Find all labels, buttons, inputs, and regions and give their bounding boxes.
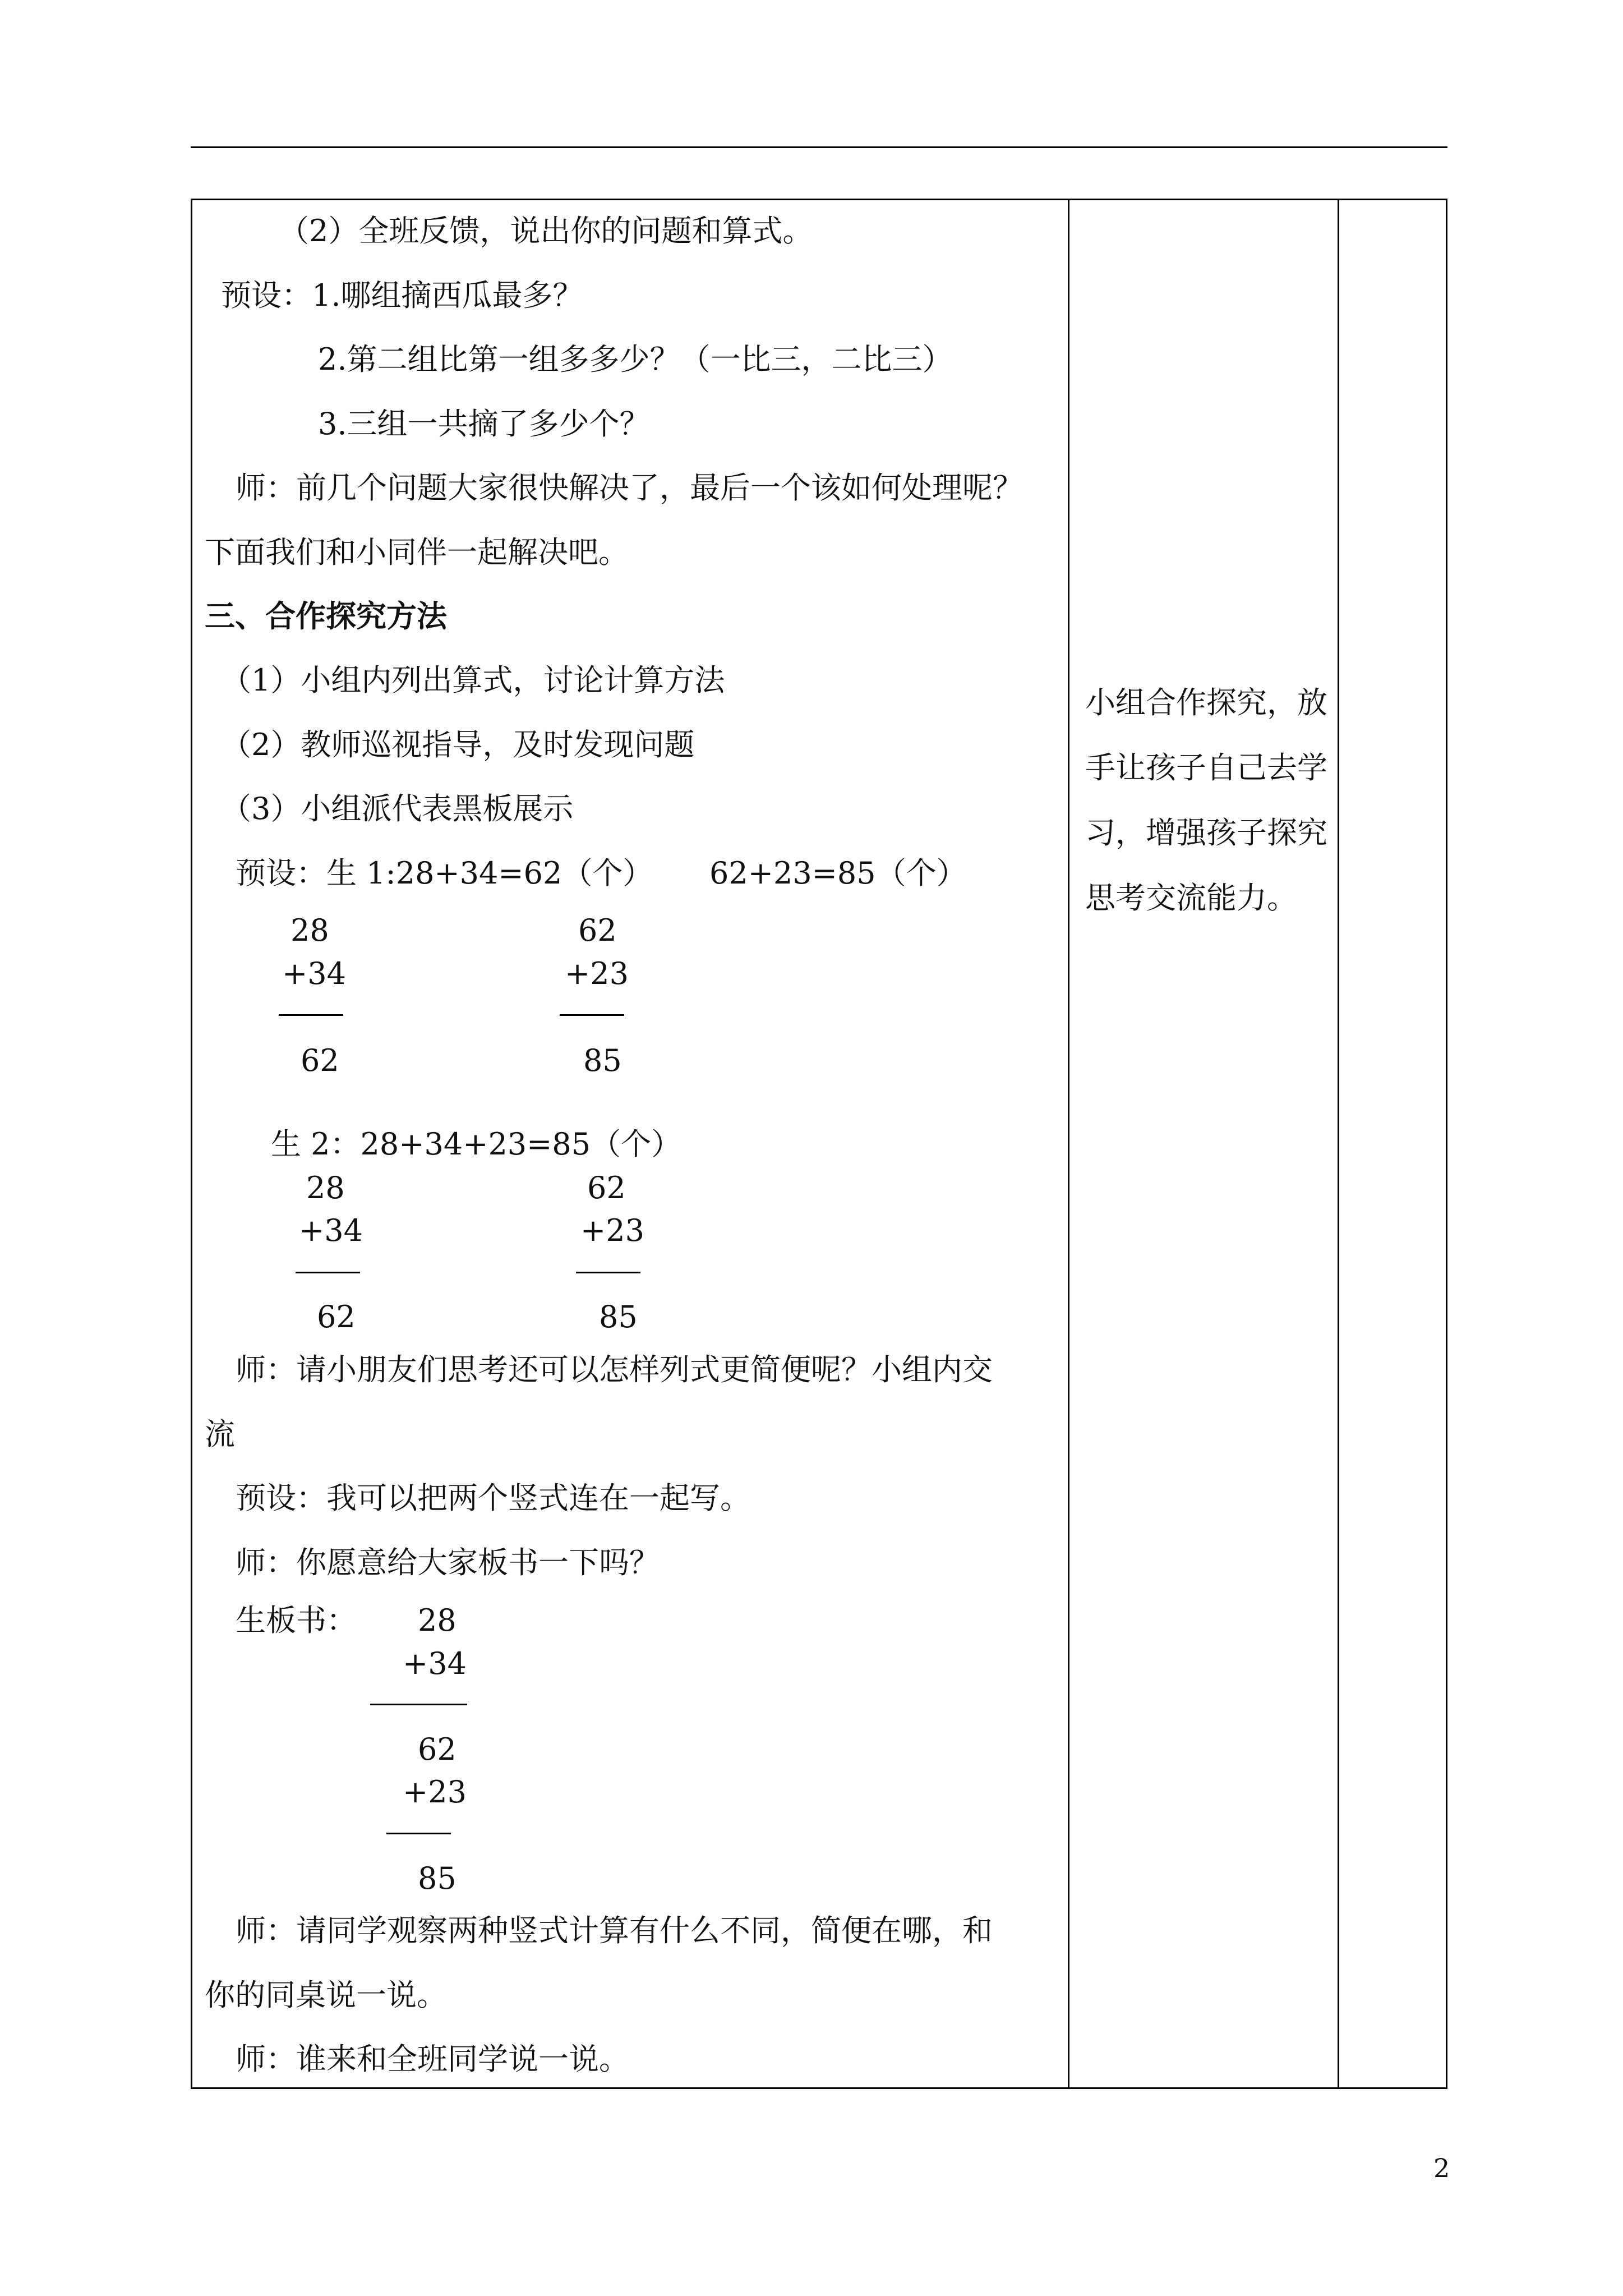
teacher-prompt: 师：前几个问题大家很快解决了，最后一个该如何处理呢？ xyxy=(236,470,1023,505)
student-2-equation: 生 2：28+34+23=85（个） xyxy=(271,1126,682,1162)
teacher-request: 师：你愿意给大家板书一下吗？ xyxy=(236,1545,660,1580)
calc-a-addend: +34 xyxy=(282,956,346,991)
column-divider-remarks xyxy=(1338,199,1339,2089)
preset-question-3: 3.三组一共摘了多少个？ xyxy=(318,406,650,441)
teacher-share: 师：谁来和全班同学说一说。 xyxy=(236,2041,629,2077)
preset-question-1: 预设：1.哪组摘西瓜最多？ xyxy=(221,278,583,313)
calc-e-addend: +34 xyxy=(403,1646,467,1681)
calc-e-rule-1 xyxy=(370,1704,467,1705)
calc-b-top: 62 xyxy=(578,913,617,948)
calc-a-sum: 62 xyxy=(301,1043,339,1078)
calc-d-rule xyxy=(576,1272,640,1273)
calc-a-rule xyxy=(279,1014,343,1016)
calc-b-addend: +23 xyxy=(565,956,629,991)
calc-b-rule xyxy=(560,1014,624,1016)
teacher-prompt-cont: 下面我们和小同伴一起解决吧。 xyxy=(205,535,629,570)
calc-c-top: 28 xyxy=(306,1170,345,1205)
calc-c-sum: 62 xyxy=(317,1299,356,1335)
calc-a-top: 28 xyxy=(291,913,329,948)
teacher-question: 师：请小朋友们思考还可以怎样列式更简便呢？小组内交 xyxy=(236,1352,993,1387)
calc-d-sum: 85 xyxy=(599,1299,638,1335)
design-intent-note: 小组合作探究，放手让孩子自己去学习，增强孩子探究思考交流能力。 xyxy=(1085,685,1327,915)
calc-e-top: 28 xyxy=(418,1603,457,1638)
calc-b-sum: 85 xyxy=(583,1043,622,1078)
student-1-equation: 预设：生 1:28+34=62（个） xyxy=(236,855,653,891)
page-number: 2 xyxy=(1433,2153,1450,2183)
student-1-equation-2: 62+23=85（个） xyxy=(709,855,967,891)
calc-e-mid: 62 xyxy=(418,1732,457,1767)
board-writing-label: 生板书： xyxy=(236,1603,357,1638)
calc-d-top: 62 xyxy=(587,1170,626,1205)
column-divider-notes xyxy=(1068,199,1069,2089)
calc-d-addend: +23 xyxy=(580,1213,644,1248)
preset-question-2: 2.第二组比第一组多多少？（一比三，二比三） xyxy=(318,342,953,377)
header-rule xyxy=(191,146,1447,148)
preset-answer: 预设：我可以把两个竖式连在一起写。 xyxy=(236,1480,750,1516)
calc-c-addend: +34 xyxy=(299,1213,363,1248)
teacher-observe: 师：请同学观察两种竖式计算有什么不同，简便在哪，和 xyxy=(236,1913,993,1948)
calc-e-addend-2: +23 xyxy=(403,1774,467,1810)
calc-e-rule-2 xyxy=(386,1833,451,1834)
step-3: （3）小组派代表黑板展示 xyxy=(221,791,574,826)
calc-c-rule xyxy=(296,1272,360,1273)
feedback-step: （2）全班反馈，说出你的问题和算式。 xyxy=(279,213,813,249)
step-2: （2）教师巡视指导，及时发现问题 xyxy=(221,727,695,762)
step-1: （1）小组内列出算式，讨论计算方法 xyxy=(221,662,725,698)
calc-e-sum: 85 xyxy=(418,1861,457,1896)
teacher-observe-cont: 你的同桌说一说。 xyxy=(205,1977,447,2013)
section-heading: 三、合作探究方法 xyxy=(205,598,447,634)
teacher-question-cont: 流 xyxy=(205,1416,235,1452)
